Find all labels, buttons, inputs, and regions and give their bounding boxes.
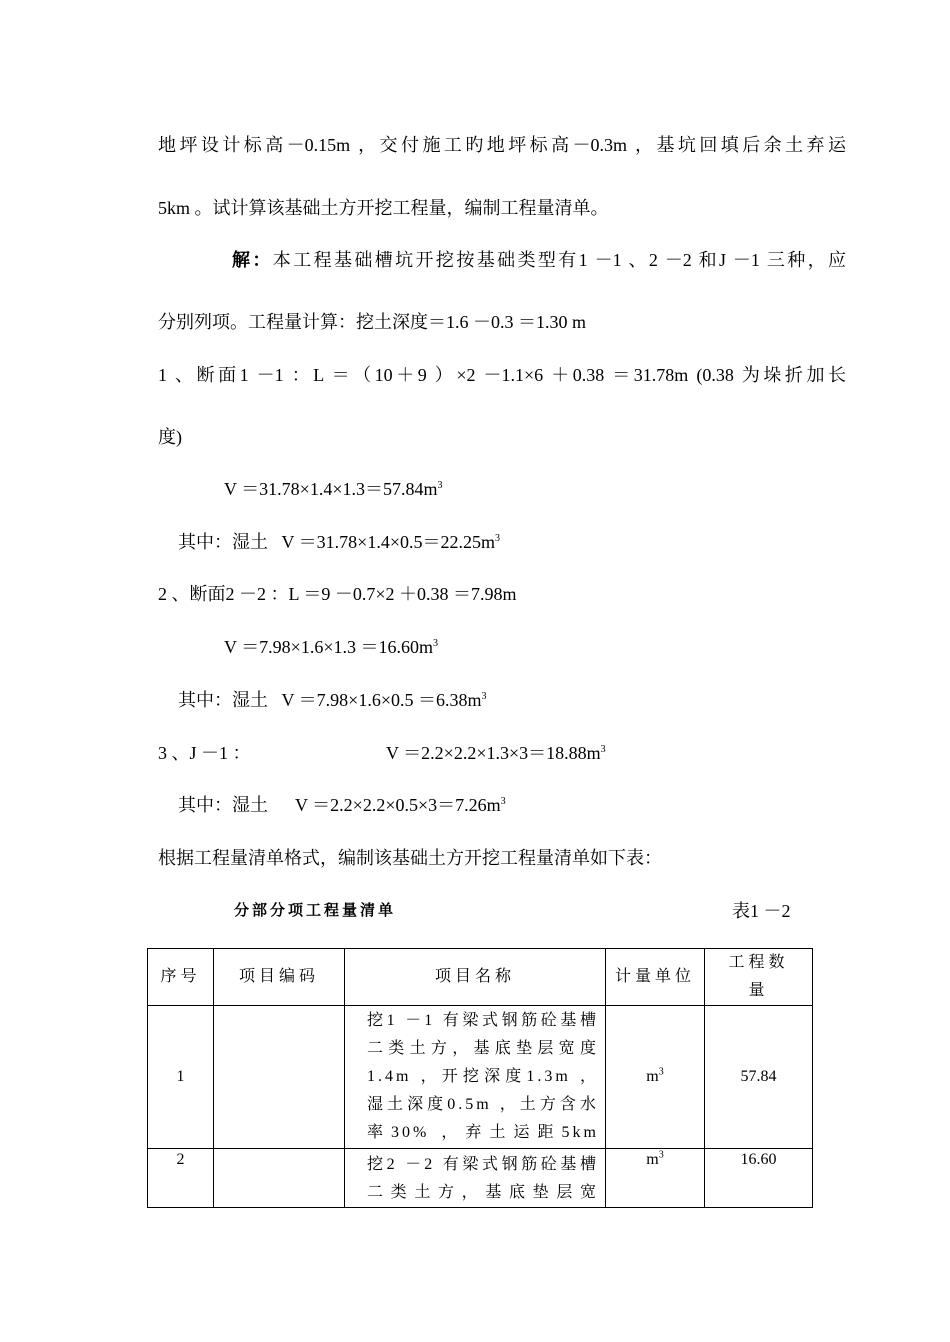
row-unit [606,1149,705,1208]
row-code [214,1006,345,1149]
paragraph-line-4: 分别列项。工程量计算：挖土深度＝1.6 －0.3 ＝1.30 m [158,312,586,332]
paragraph-line-2: 5km 。试计算该基础土方开挖工程量，编制工程量清单。 [158,198,609,218]
formula-text: V ＝7.98×1.6×1.3 ＝16.60m [224,637,433,657]
header-name: 项目名称 [345,949,606,1006]
formula-text: V ＝31.78×1.4×1.3＝57.84m [224,479,438,499]
paragraph-line-5: 1 、断面1 －1 ：L ＝（10＋9 ）×2 －1.1×6 ＋0.38 ＝31.78m (0.38 为垛折加长 [158,365,846,385]
table-number: 表1 －2 [732,901,791,921]
header-qty: 工程数量 [705,949,813,1006]
formula-text: 其中：湿土 V ＝31.78×1.4×0.5＝22.25m [178,532,495,552]
table-row [148,1149,813,1208]
header-seq: 序号 [148,949,214,1006]
superscript: 3 [500,796,506,807]
superscript: 3 [494,533,500,544]
header-unit: 计量单位 [606,949,705,1006]
bill-of-quantities-table [147,948,813,1208]
formula-text: 其中：湿土 V ＝7.98×1.6×0.5 ＝6.38m [178,690,482,710]
table-title: 分部分项工程量清单 [234,902,397,919]
superscript: 3 [658,1149,664,1161]
formula-line-12b [386,741,606,765]
superscript: 3 [437,480,443,491]
formula-text: V ＝2.2×2.2×1.3×3＝18.88m [386,743,601,763]
formula-line-13 [178,793,506,817]
unit-text: m [646,1151,659,1168]
unit-text: m [646,1068,659,1085]
superscript: 3 [432,638,438,649]
table-header-row [148,949,813,1006]
superscript: 3 [600,744,606,755]
solution-label: 解： [232,250,273,270]
row-qty: 57.84 [705,1006,813,1149]
paragraph-line-9: 2 、断面2 －2 ：L ＝9 －0.7×2 ＋0.38 ＝7.98m [158,584,517,604]
solution-line [232,248,846,272]
formula-line-11 [178,688,486,712]
solution-text: 本工程基础槽坑开挖按基础类型有1 －1 、2 －2 和J －1 三种，应 [272,250,846,270]
superscript: 3 [481,691,487,702]
formula-line-10 [224,635,438,659]
superscript: 3 [658,1066,664,1078]
paragraph-line-14: 根据工程量清单格式，编制该基础土方开挖工程量清单如下表： [158,848,662,868]
table-row [148,1006,813,1149]
row-qty: 16.60 [705,1149,813,1208]
row-name: 挖2 －2 有梁式钢筋砼基槽二类土方，基底垫层宽 [345,1149,606,1208]
row-code [214,1149,345,1208]
formula-line-7 [224,477,442,501]
row-seq: 1 [148,1006,214,1149]
row-seq: 2 [148,1149,214,1208]
formula-text: 其中：湿土 V ＝2.2×2.2×0.5×3＝7.26m [178,795,501,815]
paragraph-line-6: 度) [158,427,182,447]
formula-line-8 [178,530,500,554]
header-code: 项目编码 [214,949,345,1006]
row-name: 挖1 －1 有梁式钢筋砼基槽二类土方，基底垫层宽度1.4m ，开挖深度1.3m ，湿土深度0.5m ，土方含水率30% ，弃土运距5km [345,1006,606,1149]
paragraph-line-1: 地坪设计标高－0.15m ，交付施工旳地坪标高－0.3m ，基坑回填后余土弃运 [158,135,846,155]
row-unit [606,1006,705,1149]
paragraph-line-12a: 3 、J －1 ： [158,743,251,763]
